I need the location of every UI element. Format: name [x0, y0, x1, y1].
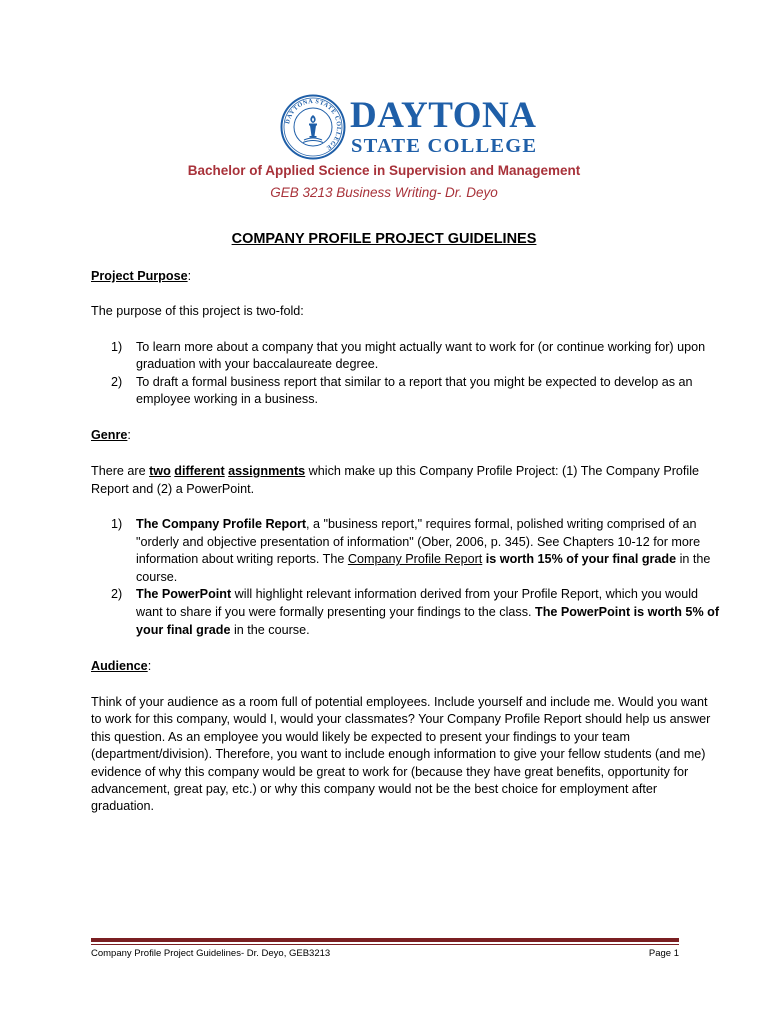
audience-paragraph: Think of your audience as a room full of potential employees. Include yourself and include me. Would you want to work for this company, would I, would your classmates? Your Company Profile Report should help us answer this question. As an employee you would likely be expected to present your findings to your team (department/division). Therefore, you want to include enough information to give your fellow students (and me) evidence of why this company would be great to work for (because they have great benefits, opportunity for advancement, great pay, etc.) or why this company would not be the best choice for employment after graduation.: [91, 695, 711, 814]
section-heading-genre: [91, 427, 131, 444]
bold-run: is worth 15% of your final grade: [482, 552, 677, 566]
text-run: , a "business report," requires formal, polished writing comprised of an: [306, 517, 697, 531]
bold-run: your final grade: [136, 623, 231, 637]
section-heading-purpose: [91, 268, 191, 285]
genre-intro: [91, 463, 699, 480]
text-run: want to share if you were formally presenting your findings to the class.: [136, 605, 535, 619]
list-number: 1): [111, 340, 123, 354]
bold-run: The PowerPoint is worth 5% of: [535, 605, 720, 619]
text-run: There are: [91, 464, 150, 478]
list-item-text: [136, 622, 310, 639]
text-run: in the: [676, 552, 711, 566]
list-number: 1): [111, 517, 123, 531]
heading-text: Audience: [91, 659, 148, 673]
list-number: 2): [111, 587, 123, 601]
seal-text: DAYTONA STATE COLLEGE: [284, 97, 343, 152]
heading-colon: :: [127, 428, 131, 442]
footer-rule-thin: [91, 944, 679, 945]
list-item-text: employee working in a business.: [136, 392, 319, 406]
page-number: Page 1: [648, 948, 679, 959]
program-name: Bachelor of Applied Science in Supervision and Management: [187, 163, 581, 178]
text-run: information about writing reports. The: [136, 552, 348, 566]
section-heading-audience: [91, 658, 151, 675]
purpose-intro: The purpose of this project is two-fold:: [91, 304, 304, 318]
document-title: COMPANY PROFILE PROJECT GUIDELINES: [231, 231, 537, 247]
course-name: GEB 3213 Business Writing- Dr. Deyo: [270, 185, 498, 200]
emphasis-assignments: assignments: [228, 464, 306, 478]
genre-intro-line-2: Report and (2) a PowerPoint.: [91, 482, 255, 496]
heading-text: Project Purpose: [91, 269, 188, 283]
logo-wordmark-state-college: STATE COLLEGE: [351, 135, 538, 157]
footer-rule-thick: [91, 938, 679, 942]
list-number: 2): [111, 375, 123, 389]
emphasis-different: different: [174, 464, 225, 478]
text-run: which make up this Company Profile Project: (1) The Company Profile: [305, 464, 700, 478]
college-seal-icon: [280, 94, 346, 160]
bold-run: The Company Profile Report: [136, 517, 307, 531]
list-item-text: graduation with your baccalaureate degree.: [136, 357, 379, 371]
footer-text: Company Profile Project Guidelines- Dr. Deyo, GEB3213: [91, 948, 331, 959]
list-item-text: [136, 604, 719, 621]
heading-colon: :: [187, 269, 192, 283]
list-item-text: To learn more about a company that you might actually want to work for (or continue working for) upon: [136, 340, 706, 354]
emphasis-two: two: [149, 464, 171, 478]
college-logo: [280, 94, 538, 162]
heading-text: Genre: [91, 428, 128, 442]
underlined-report-name: Company Profile Report: [347, 552, 483, 566]
list-item-text: [136, 516, 696, 533]
bold-run: The PowerPoint: [136, 587, 232, 601]
text-run: will highlight relevant information derived from your Profile Report, which you would: [231, 587, 699, 601]
list-item-text: "orderly and objective presentation of information" (Ober, 2006, p. 345). See Chapters 10-12 for more: [136, 535, 701, 549]
heading-colon: :: [147, 659, 152, 673]
list-item-text: To draft a formal business report that similar to a report that you might be expected to develop as an: [136, 375, 693, 389]
text-run: in the course.: [230, 623, 310, 637]
list-item-text: [136, 586, 698, 603]
list-item-text: [136, 551, 710, 568]
logo-wordmark-daytona: DAYTONA: [350, 95, 537, 136]
list-item-text: course.: [136, 570, 178, 584]
